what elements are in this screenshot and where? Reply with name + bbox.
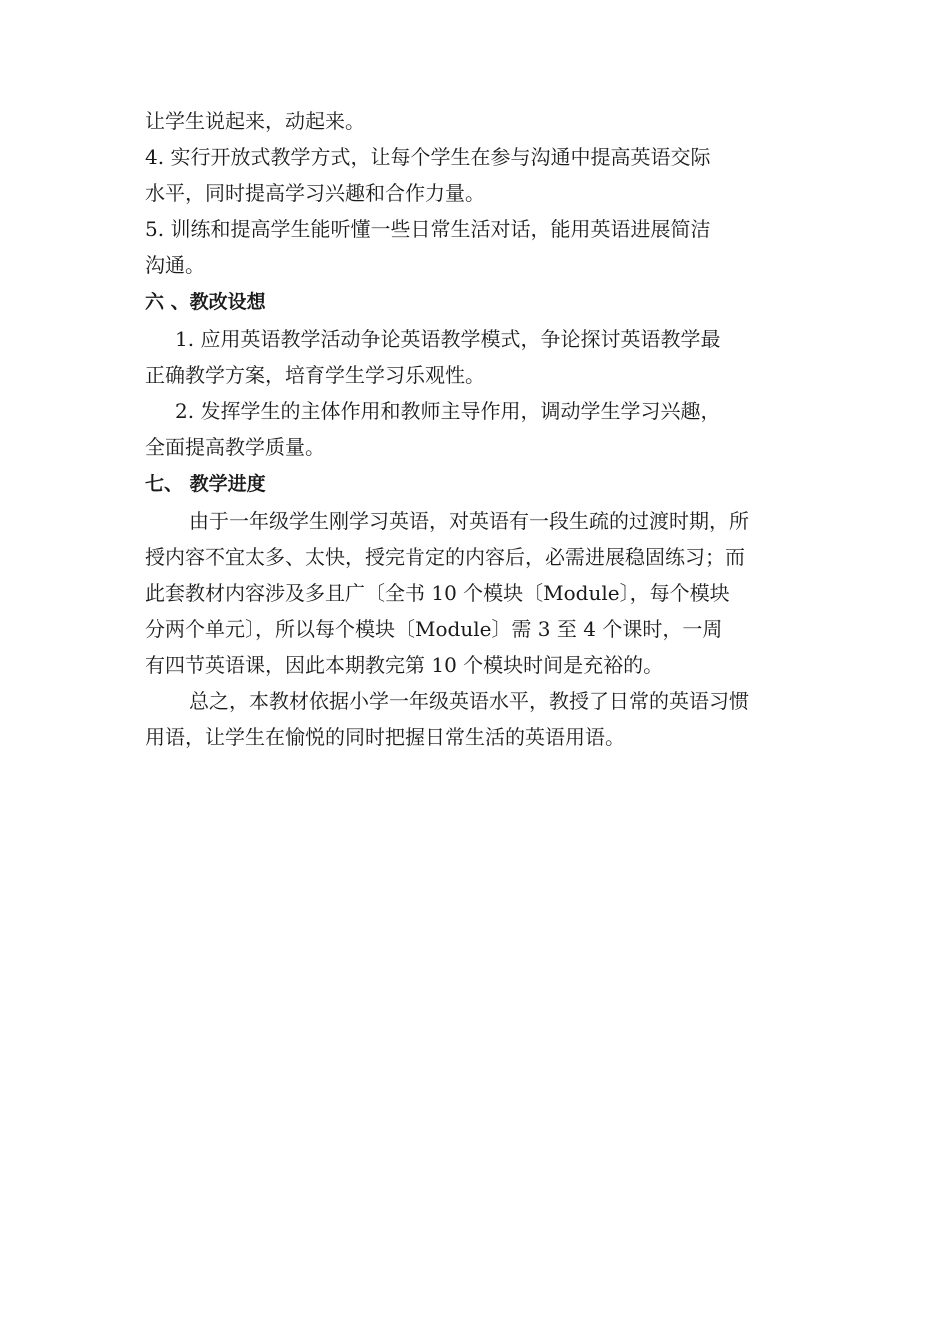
intro-line: 沟通。 [145, 253, 205, 277]
intro-line: 水平，同时提高学习兴趣和合作力量。 [145, 181, 485, 205]
paragraph-line: 由于一年级学生刚学习英语，对英语有一段生疏的过渡时期，所 [189, 509, 749, 533]
reform-item-2-cont [145, 429, 813, 465]
paragraph-line: 用语，让学生在愉悦的同时把握日常生活的英语用语。 [145, 725, 625, 749]
schedule-paragraph [145, 503, 813, 683]
paragraph-line: 授内容不宜太多、太快，授完肯定的内容后，必需进展稳固练习；而 [145, 545, 745, 569]
document-page [145, 103, 813, 755]
paragraph-line: 有四节英语课，因此本期教完第 10 个模块时间是充裕的。 [145, 653, 664, 677]
intro-line: 5. 训练和提高学生能听懂一些日常生活对话，能用英语进展简洁 [145, 217, 711, 241]
paragraph-line: 总之，本教材依据小学一年级英语水平，教授了日常的英语习惯 [189, 689, 749, 713]
paragraph-line: 全面提高教学质量。 [145, 435, 325, 459]
summary-paragraph [145, 683, 813, 755]
paragraph-line: 1. 应用英语教学活动争论英语教学模式，争论探讨英语教学最 [175, 327, 721, 351]
paragraph-line: 正确教学方案，培育学生学习乐观性。 [145, 363, 485, 387]
intro-line: 4. 实行开放式教学方式，让每个学生在参与沟通中提高英语交际 [145, 145, 711, 169]
section-heading-teaching-reform: 六 、教改设想 [145, 291, 266, 313]
reform-item-2 [145, 393, 813, 429]
paragraph-line: 2. 发挥学生的主体作用和教师主导作用，调动学生学习兴趣， [175, 399, 721, 423]
intro-line: 让学生说起来，动起来。 [145, 109, 365, 133]
paragraph-line: 分两个单元〕，所以每个模块〔Module〕需 3 至 4 个课时，一周 [145, 617, 723, 641]
reform-item-1-cont [145, 357, 813, 393]
paragraph-line: 此套教材内容涉及多且广〔全书 10 个模块〔Module〕，每个模块 [145, 581, 730, 605]
reform-item-1 [145, 321, 813, 357]
intro-paragraphs [145, 103, 813, 283]
section-heading-teaching-schedule: 七、 教学进度 [145, 473, 266, 495]
